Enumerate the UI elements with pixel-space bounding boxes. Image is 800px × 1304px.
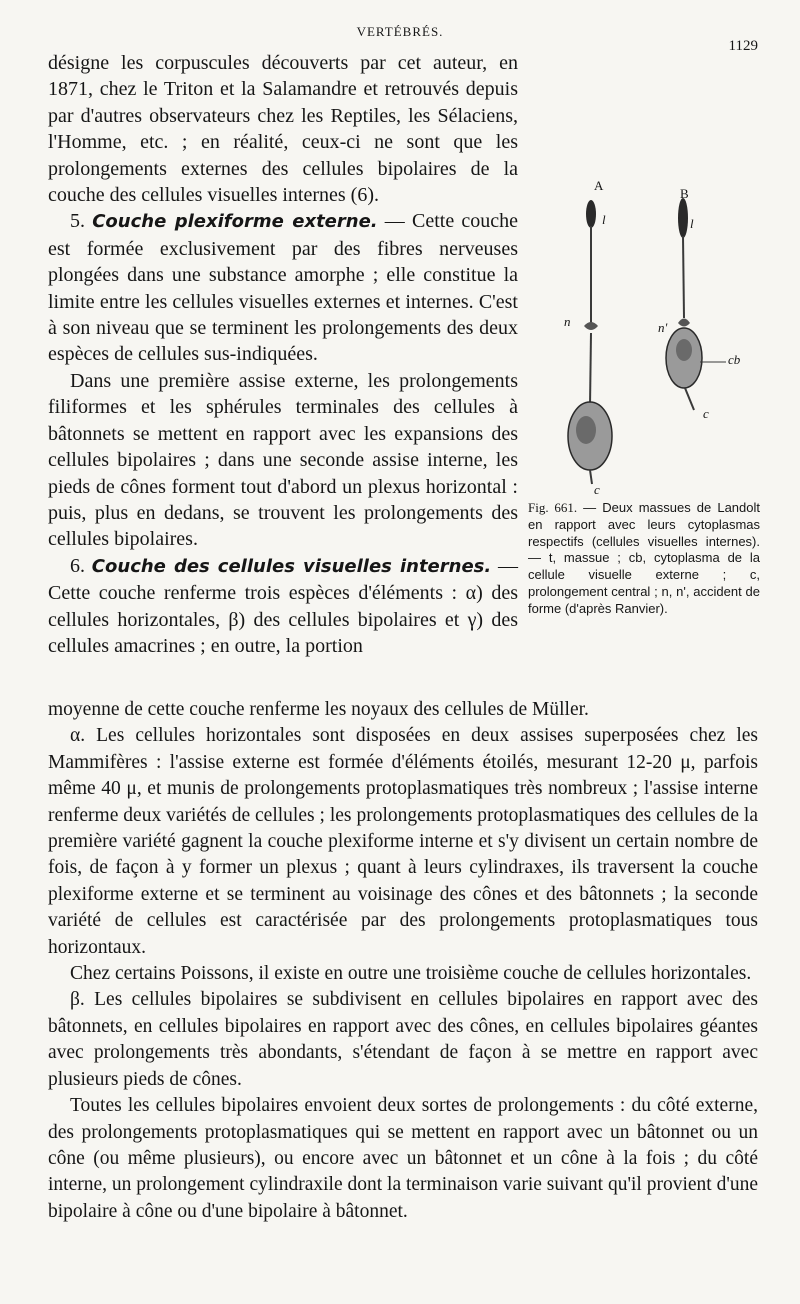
landolt-club-illustration	[528, 178, 764, 498]
cell-a-drawing	[568, 200, 612, 484]
paragraph-continuation: désigne les corpuscules découverts par cet auteur, en 1871, chez le Triton et la Salamandre et retrouvés depuis par d'autres observateurs chez les Reptiles, les Sélaciens, l'Homme, etc. ; en réalité, ceux-ci ne sont que les prolongements externes des cellules bipolaires de la couche des cellules visuelles internes (6).	[48, 52, 518, 207]
paragraph-alpha: α. Les cellules horizontales sont disposées en deux assises superposées chez les Mammifères : l'assise externe est formée d'éléments étoilés, mesurant 12-20 μ, parfois même 40 μ, et munis de prolongements protoplasmatiques très nombreux ; l'assise interne renferme deux variétés de cellules ; les prolongements protoplasmatiques des cellules de la première variété gagnent la couche plexiforme interne et s'y divisent un certain nombre de fois, de façon à y former un plexus ; quant à leurs cylindraxes, ils traversent la couche plexiforme externe et se terminent au voisinage des cônes et des bâtonnets ; la seconde variété de cellules est caractérisée par des prolongements protoplasmatiques tous horizontaux.	[48, 725, 758, 958]
section-5-paragraph	[48, 208, 518, 367]
figure-label-c-a: c	[594, 482, 600, 497]
page-number: 1129	[728, 38, 758, 54]
paragraph-toutes: Toutes les cellules bipolaires envoient deux sortes de prolongements : du côté externe, des prolongements protoplasmatiques qui se mettent en rapport avec un bâtonnet ou un cône (ou même plusieurs), ou encore avec un bâtonnet et un cône à la fois ; du côté interne, un prolongement cylindraxile dont la terminaison varie suivant qu'il provient d'une bipolaire à cône ou d'une bipolaire à bâtonnet.	[48, 1095, 758, 1222]
section-6-paragraph	[48, 553, 518, 660]
paragraph-assises: Dans une première assise externe, les prolongements filiformes et les sphérules terminales des cellules à bâtonnets se mettent en rapport avec les expansions des cellules bipolaires ; dans une seconde assise interne, les pieds de cônes forment tout d'abord un plexus horizontal : puis, plus en dedans, se trouvent les prolongements des cellules bipolaires.	[48, 369, 518, 551]
paragraph-poissons: Chez certains Poissons, il existe en outre une troisième couche de cellules horizontales.	[70, 963, 752, 985]
section-6-title: Couche des cellules visuelles internes.	[91, 555, 492, 577]
section-5-number: 5.	[70, 210, 85, 233]
figure-661	[528, 178, 764, 498]
full-width-text	[48, 697, 758, 1225]
paragraph-muller: moyenne de cette couche renferme les noyaux des cellules de Müller.	[48, 699, 589, 720]
section-5-text: — Cette couche est formée exclusivement par des fibres nerveuses plongées dans une substance amorphe ; elle constitue la limite entre les cellules visuelles externes et internes. C'est à son niveau que se terminent les prolongements des deux espèces de cellules sus-indiquées.	[48, 210, 519, 366]
running-title: VERTÉBRÉS.	[356, 24, 444, 39]
caption-figure-number: Fig. 661.	[528, 500, 578, 515]
section-5-title: Couche plexiforme externe.	[92, 211, 378, 233]
figure-label-l-a: l	[602, 212, 606, 227]
section-6-text: — Cette couche renferme trois espèces d'éléments : α) des cellules horizontales, β) des cellules bipolaires et γ) des cellules amacrines ; en outre, la portion	[48, 554, 519, 657]
paragraph-beta: β. Les cellules bipolaires se subdivisent en cellules bipolaires en rapport avec des bâtonnets, en cellules bipolaires en rapport avec des cônes, en cellules bipolaires géantes avec prolongements très abondants, s'étendant de façon à se mettre en rapport avec plusieurs pieds de cônes.	[48, 989, 758, 1090]
figure-label-cb: cb	[728, 352, 741, 367]
left-column-text	[48, 50, 518, 659]
figure-label-a: A	[594, 178, 604, 193]
caption-text: — Deux massues de Landolt en rapport avec leurs cytoplasmas respectifs (cellules visuelles internes). — t, massue ; cb, cytoplasma de la cellule visuelle externe ; c, prolongement central ; n, n', accident de forme (d'après Ranvier).	[528, 500, 760, 616]
figure-label-c-b: c	[703, 406, 709, 421]
figure-caption	[528, 500, 760, 618]
figure-label-b: B	[680, 186, 689, 201]
cell-b-drawing	[666, 198, 726, 410]
section-6-number: 6.	[70, 554, 85, 577]
figure-label-n-prime: n'	[658, 320, 668, 335]
figure-label-l-b: l	[690, 216, 694, 231]
figure-label-n: n	[564, 314, 571, 329]
